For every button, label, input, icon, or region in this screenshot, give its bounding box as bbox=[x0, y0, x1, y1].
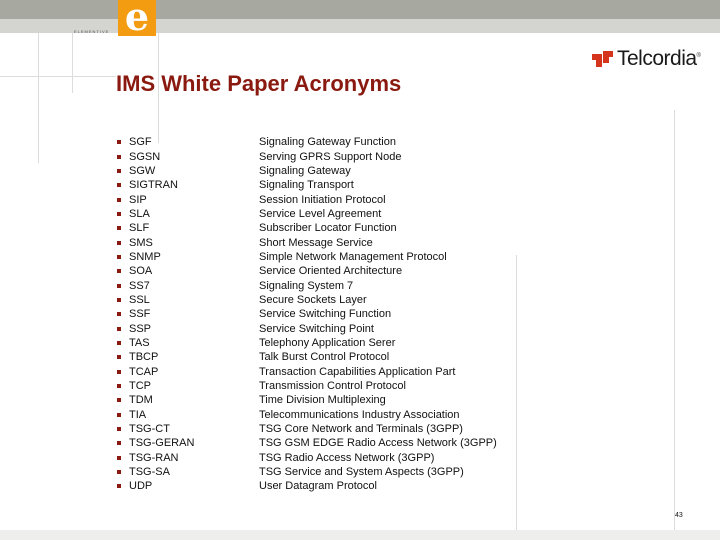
list-item bbox=[117, 178, 497, 192]
acronym-definition: Transmission Control Protocol bbox=[259, 380, 406, 393]
acronym-abbr: SNMP bbox=[129, 250, 161, 263]
acronym-definition: Service Level Agreement bbox=[259, 207, 382, 220]
acronym-abbr: SSL bbox=[129, 293, 150, 306]
acronym-definition: Talk Burst Control Protocol bbox=[259, 351, 390, 364]
acronym-abbr: UDP bbox=[129, 480, 153, 493]
bullet-icon bbox=[117, 341, 121, 345]
acronym-abbr: TAS bbox=[129, 336, 150, 349]
bullet-icon bbox=[117, 327, 121, 331]
bullet-icon bbox=[117, 226, 121, 230]
list-item bbox=[117, 221, 497, 235]
bullet-icon bbox=[117, 456, 121, 460]
list-item bbox=[117, 250, 497, 264]
bullet-icon bbox=[117, 398, 121, 402]
acronym-definition: Signaling Gateway bbox=[259, 164, 351, 177]
trademark: ® bbox=[696, 53, 701, 59]
acronym-abbr: TSG-GERAN bbox=[129, 437, 195, 450]
header-band bbox=[0, 0, 720, 19]
page-title: IMS White Paper Acronyms bbox=[116, 71, 402, 96]
acronym-abbr: SOA bbox=[129, 265, 153, 278]
list-item bbox=[117, 235, 497, 249]
list-item bbox=[117, 365, 497, 379]
bullet-icon bbox=[117, 427, 121, 431]
acronym-definition: Telephony Application Serer bbox=[259, 336, 396, 349]
acronym-definition: Simple Network Management Protocol bbox=[259, 250, 447, 263]
acronym-definition: Subscriber Locator Function bbox=[259, 222, 397, 235]
acronym-abbr: TBCP bbox=[129, 351, 159, 364]
list-item bbox=[117, 393, 497, 407]
acronym-definition: User Datagram Protocol bbox=[259, 480, 377, 493]
bullet-icon bbox=[117, 484, 121, 488]
list-item bbox=[117, 436, 497, 450]
decor-line bbox=[38, 33, 39, 163]
acronym-abbr: SMS bbox=[129, 236, 153, 249]
bullet-icon bbox=[117, 413, 121, 417]
logo-e-icon: e bbox=[118, 0, 156, 36]
bullet-icon bbox=[117, 470, 121, 474]
list-item bbox=[117, 479, 497, 493]
list-item bbox=[117, 192, 497, 206]
acronym-abbr: SGSN bbox=[129, 150, 161, 163]
footer-band bbox=[0, 530, 720, 540]
list-item bbox=[117, 293, 497, 307]
bullet-icon bbox=[117, 269, 121, 273]
acronym-abbr: SSF bbox=[129, 308, 151, 321]
list-item bbox=[117, 350, 497, 364]
bullet-icon bbox=[117, 384, 121, 388]
acronym-definition: Signaling Gateway Function bbox=[259, 136, 396, 149]
list-item bbox=[117, 451, 497, 465]
acronym-abbr: TDM bbox=[129, 394, 153, 407]
decor-line bbox=[674, 110, 675, 530]
acronym-definition: TSG Radio Access Network (3GPP) bbox=[259, 451, 435, 464]
decor-line bbox=[0, 76, 116, 77]
acronym-abbr: SLA bbox=[129, 207, 150, 220]
bullet-icon bbox=[117, 241, 121, 245]
acronym-definition: Session Initiation Protocol bbox=[259, 193, 386, 206]
bullet-icon bbox=[117, 169, 121, 173]
bullet-icon bbox=[117, 284, 121, 288]
list-item bbox=[117, 207, 497, 221]
acronym-list bbox=[117, 135, 497, 494]
acronym-abbr: SIGTRAN bbox=[129, 179, 178, 192]
list-item bbox=[117, 264, 497, 278]
list-item bbox=[117, 307, 497, 321]
bullet-icon bbox=[117, 183, 121, 187]
telcordia-logo bbox=[592, 46, 700, 72]
decor-line bbox=[72, 33, 73, 93]
acronym-definition: Service Switching Point bbox=[259, 322, 374, 335]
bullet-icon bbox=[117, 441, 121, 445]
acronym-abbr: TIA bbox=[129, 408, 147, 421]
bullet-icon bbox=[117, 370, 121, 374]
list-item bbox=[117, 321, 497, 335]
list-item bbox=[117, 379, 497, 393]
acronym-definition: TSG GSM EDGE Radio Access Network (3GPP) bbox=[259, 437, 497, 450]
acronym-abbr: TCP bbox=[129, 380, 151, 393]
acronym-definition: Signaling Transport bbox=[259, 179, 354, 192]
acronym-abbr: TSG-CT bbox=[129, 423, 170, 436]
acronym-definition: Transaction Capabilities Application Part bbox=[259, 365, 456, 378]
list-item bbox=[117, 336, 497, 350]
acronym-abbr: SSP bbox=[129, 322, 152, 335]
bullet-icon bbox=[117, 140, 121, 144]
acronym-abbr: SGW bbox=[129, 164, 156, 177]
bullet-icon bbox=[117, 212, 121, 216]
acronym-abbr: SGF bbox=[129, 136, 152, 149]
acronym-definition: Service Oriented Architecture bbox=[259, 265, 403, 278]
list-item bbox=[117, 135, 497, 149]
logo-caption: ELEMENTIVE bbox=[74, 29, 110, 34]
acronym-abbr: TSG-SA bbox=[129, 466, 170, 479]
list-item bbox=[117, 465, 497, 479]
decor-line bbox=[516, 255, 517, 530]
acronym-definition: TSG Core Network and Terminals (3GPP) bbox=[259, 423, 463, 436]
bullet-icon bbox=[117, 198, 121, 202]
acronym-definition: Signaling System 7 bbox=[259, 279, 354, 292]
list-item bbox=[117, 149, 497, 163]
list-item bbox=[117, 422, 497, 436]
list-item bbox=[117, 278, 497, 292]
acronym-definition: Telecommunications Industry Association bbox=[259, 408, 460, 421]
list-item bbox=[117, 164, 497, 178]
acronym-definition: Serving GPRS Support Node bbox=[259, 150, 402, 163]
bullet-icon bbox=[117, 312, 121, 316]
bullet-icon bbox=[117, 298, 121, 302]
page-number: 43 bbox=[675, 512, 683, 519]
bullet-icon bbox=[117, 255, 121, 259]
acronym-abbr: SLF bbox=[129, 222, 150, 235]
acronym-definition: Short Message Service bbox=[259, 236, 373, 249]
acronym-definition: Service Switching Function bbox=[259, 308, 392, 321]
acronym-definition: Time Division Multiplexing bbox=[259, 394, 386, 407]
acronym-abbr: SS7 bbox=[129, 279, 150, 292]
list-item bbox=[117, 408, 497, 422]
acronym-abbr: TCAP bbox=[129, 365, 159, 378]
acronym-abbr: TSG-RAN bbox=[129, 451, 179, 464]
acronym-abbr: SIP bbox=[129, 193, 147, 206]
acronym-definition: TSG Service and System Aspects (3GPP) bbox=[259, 466, 464, 479]
telcordia-mark-icon bbox=[592, 49, 614, 69]
acronym-definition: Secure Sockets Layer bbox=[259, 293, 367, 306]
bullet-icon bbox=[117, 355, 121, 359]
bullet-icon bbox=[117, 155, 121, 159]
telcordia-name: Telcordia® bbox=[617, 47, 701, 70]
